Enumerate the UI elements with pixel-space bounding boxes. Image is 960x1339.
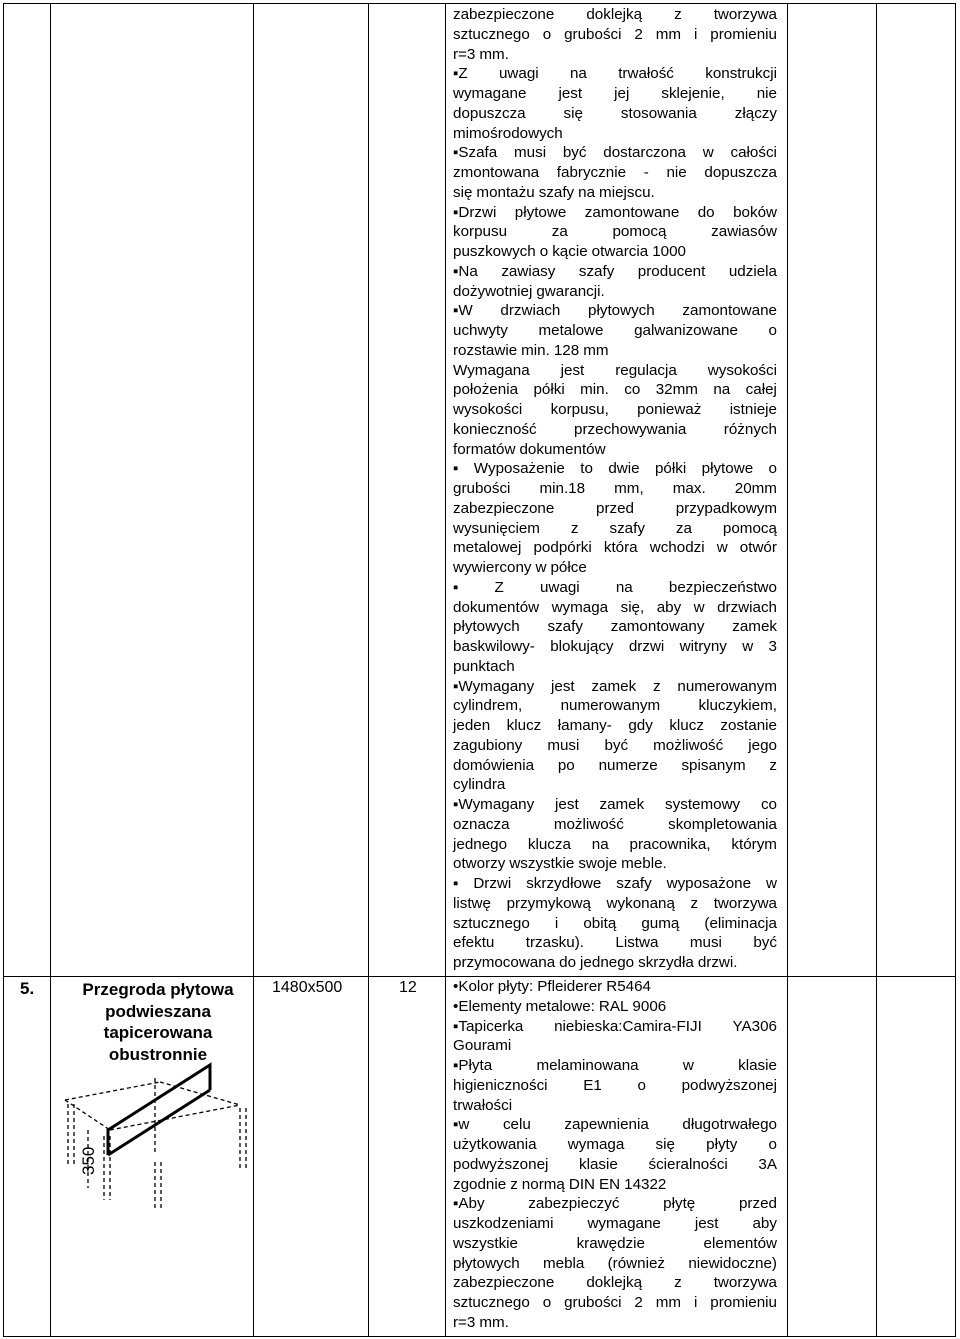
product-name-line: obustronnie [108, 1044, 208, 1064]
description-line: grubości min.18 mm, max. 20mm [453, 480, 777, 497]
partition-drawing [50, 1060, 250, 1225]
description-line: oznacza możliwość skompletowania [453, 815, 777, 833]
product-name-line: podwieszana [105, 1001, 211, 1021]
product-dimensions: 1480x500 [272, 979, 343, 996]
description-line: cylindra [453, 776, 506, 794]
description-line: jeden klucz łamany- gdy klucz zostanie [453, 717, 777, 734]
description-line: Wymagana jest regulacja wysokości [453, 361, 777, 379]
description-line: ▪w celu zapewnienia długotrwałego [453, 1116, 777, 1134]
description-line: jednego klucza na pracownika, którym [453, 835, 777, 853]
description-line: ▪Płyta melaminowana w klasie [453, 1057, 777, 1074]
column-divider-price [876, 3, 877, 1337]
description-line: przymocowana do jednego skrzydła drzwi. [453, 954, 738, 971]
description-line: puszkowych o kącie otwarcia 1000 [453, 243, 687, 260]
description-line: podwyższonej klasie ścieralności 3A [453, 1155, 777, 1173]
description-line: wszystkie krawędzie elementów [453, 1234, 777, 1252]
description-line: uchwyty metalowe galwanizowane o [453, 322, 777, 339]
description-line: płytowych mebla (również niewidoczne) [453, 1254, 777, 1272]
description-line: dożywotniej gwarancji. [453, 282, 605, 300]
description-line: ▪W drzwiach płytowych zamontowane [453, 302, 777, 320]
description-line: sztucznego o grubości 2 mm i promieniu [453, 25, 777, 43]
description-line: sztucznego o grubości 2 mm i promieniu [453, 1294, 777, 1311]
description-line: rozstawie min. 128 mm [453, 341, 609, 359]
partition-technical-drawing [50, 1060, 250, 1220]
description-line: ▪Wymagany jest zamek systemowy co [453, 796, 777, 813]
description-line: ▪Na zawiasy szafy producent udziela [453, 262, 777, 280]
product-name [70, 979, 246, 1065]
desk-edge-line [65, 1100, 110, 1130]
column-divider-qty [368, 3, 369, 1337]
description-line: formatów dokumentów [453, 440, 606, 458]
description-line: wywiercony w półce [453, 559, 587, 576]
description-line: korpusu za pomocą zawiasów [453, 223, 777, 241]
description-line: higieniczności E1 o podwyższonej [453, 1076, 777, 1094]
description-line: ▪Tapicerka niebieska:Camira-FIJI YA306 [453, 1017, 777, 1035]
product-description [453, 977, 777, 1333]
description-line: r=3 mm. [453, 45, 509, 63]
description-line: punktach [453, 657, 515, 675]
description-line: położenia półki min. co 32mm na całej [453, 381, 777, 399]
description-line: zmontowana fabrycznie - nie dopuszcza [453, 164, 777, 181]
table-border-left [3, 3, 4, 1337]
description-line: ▪ Wyposażenie to dwie półki płytowe o [453, 460, 777, 478]
description-line: sztucznego i obitą gumą (eliminacja [453, 914, 777, 932]
description-line: wymagane jest jej sklejenie, nie [453, 85, 777, 102]
description-line: efektu trzasku). Listwa musi być [453, 934, 777, 952]
description-line: ▪Wymagany jest zamek z numerowanym [453, 677, 777, 695]
description-line: metalowej podpórki która wchodzi w otwór [453, 539, 777, 557]
partition-panel-outline [108, 1065, 210, 1155]
description-line: ▪ Drzwi skrzydłowe szafy wyposażone w [453, 875, 777, 892]
description-line: ▪Aby zabezpieczyć płytę przed [453, 1195, 777, 1213]
description-line: ▪Szafa musi być dostarczona w całości [453, 144, 777, 162]
column-divider-desc-right [787, 3, 788, 1337]
description-line: listwę przymykową wykonaną z tworzywa [453, 894, 777, 912]
description-line: ▪Z uwagi na trwałość konstrukcji [453, 65, 777, 83]
description-line: •Elementy metalowe: RAL 9006 [453, 997, 667, 1015]
description-line: zgodnie z normą DIN EN 14322 [453, 1175, 667, 1193]
column-divider-dims [253, 3, 254, 1337]
description-line: baskwilowy- blokujący drzwi witryny w 3 [453, 638, 777, 655]
description-line: cylindrem, numerowanym kluczykiem, [453, 697, 777, 715]
partition-panel-bottom [108, 1090, 210, 1155]
description-line: wysunięciem z szafy za pomocą [453, 519, 777, 537]
description-line: użytkowania wymaga się płyty o [453, 1136, 777, 1153]
desk-edge-line [160, 1082, 240, 1105]
row-number: 5. [20, 979, 35, 998]
description-line: •Kolor płyty: Pfleiderer R5464 [453, 978, 651, 995]
previous-row-description [453, 5, 777, 973]
description-line: Gourami [453, 1037, 512, 1055]
description-line: ▪Drzwi płytowe zamontowane do boków [453, 203, 777, 221]
table-border-right [955, 3, 956, 1337]
table-border-bottom [3, 1336, 956, 1337]
column-divider-desc [445, 3, 446, 1337]
description-line: płytowych szafy zamontowany zamek [453, 618, 777, 636]
description-line: uszkodzeniami wymagane jest aby [453, 1215, 777, 1232]
description-line: wysokości korpusu, ponieważ istnieje [453, 401, 777, 418]
product-quantity: 12 [399, 979, 417, 996]
description-line: dokumentów wymaga się, aby w drzwiach [453, 598, 777, 616]
product-name-line: tapicerowana [103, 1023, 213, 1042]
description-line: mimośrodowych [453, 124, 563, 142]
product-name-line: Przegroda płytowa [82, 980, 234, 999]
desk-edge-line [65, 1082, 160, 1100]
description-line: się montażu szafy na miejscu. [453, 183, 655, 201]
table-border-top [3, 3, 956, 4]
description-line: zabezpieczone doklejką z tworzywa [453, 1274, 777, 1292]
description-line: zabezpieczone przed przypadkowym [453, 499, 777, 517]
description-line: konieczność przechowywania różnych [453, 420, 777, 438]
description-line: ▪ Z uwagi na bezpieczeństwo [453, 578, 777, 596]
description-line: zagubiony musi być możliwość jego [453, 736, 777, 754]
description-line: dopuszcza się stosowania złączy [453, 104, 777, 122]
description-line: r=3 mm. [453, 1313, 509, 1331]
description-line: zabezpieczone doklejką z tworzywa [453, 6, 777, 23]
description-line: otworzy wszystkie swoje meble. [453, 855, 667, 873]
description-line: domówienia po numerze spisanym z [453, 756, 777, 774]
drawing-dimension-label: 350 [79, 1146, 98, 1175]
description-line: trwałości [453, 1096, 513, 1114]
